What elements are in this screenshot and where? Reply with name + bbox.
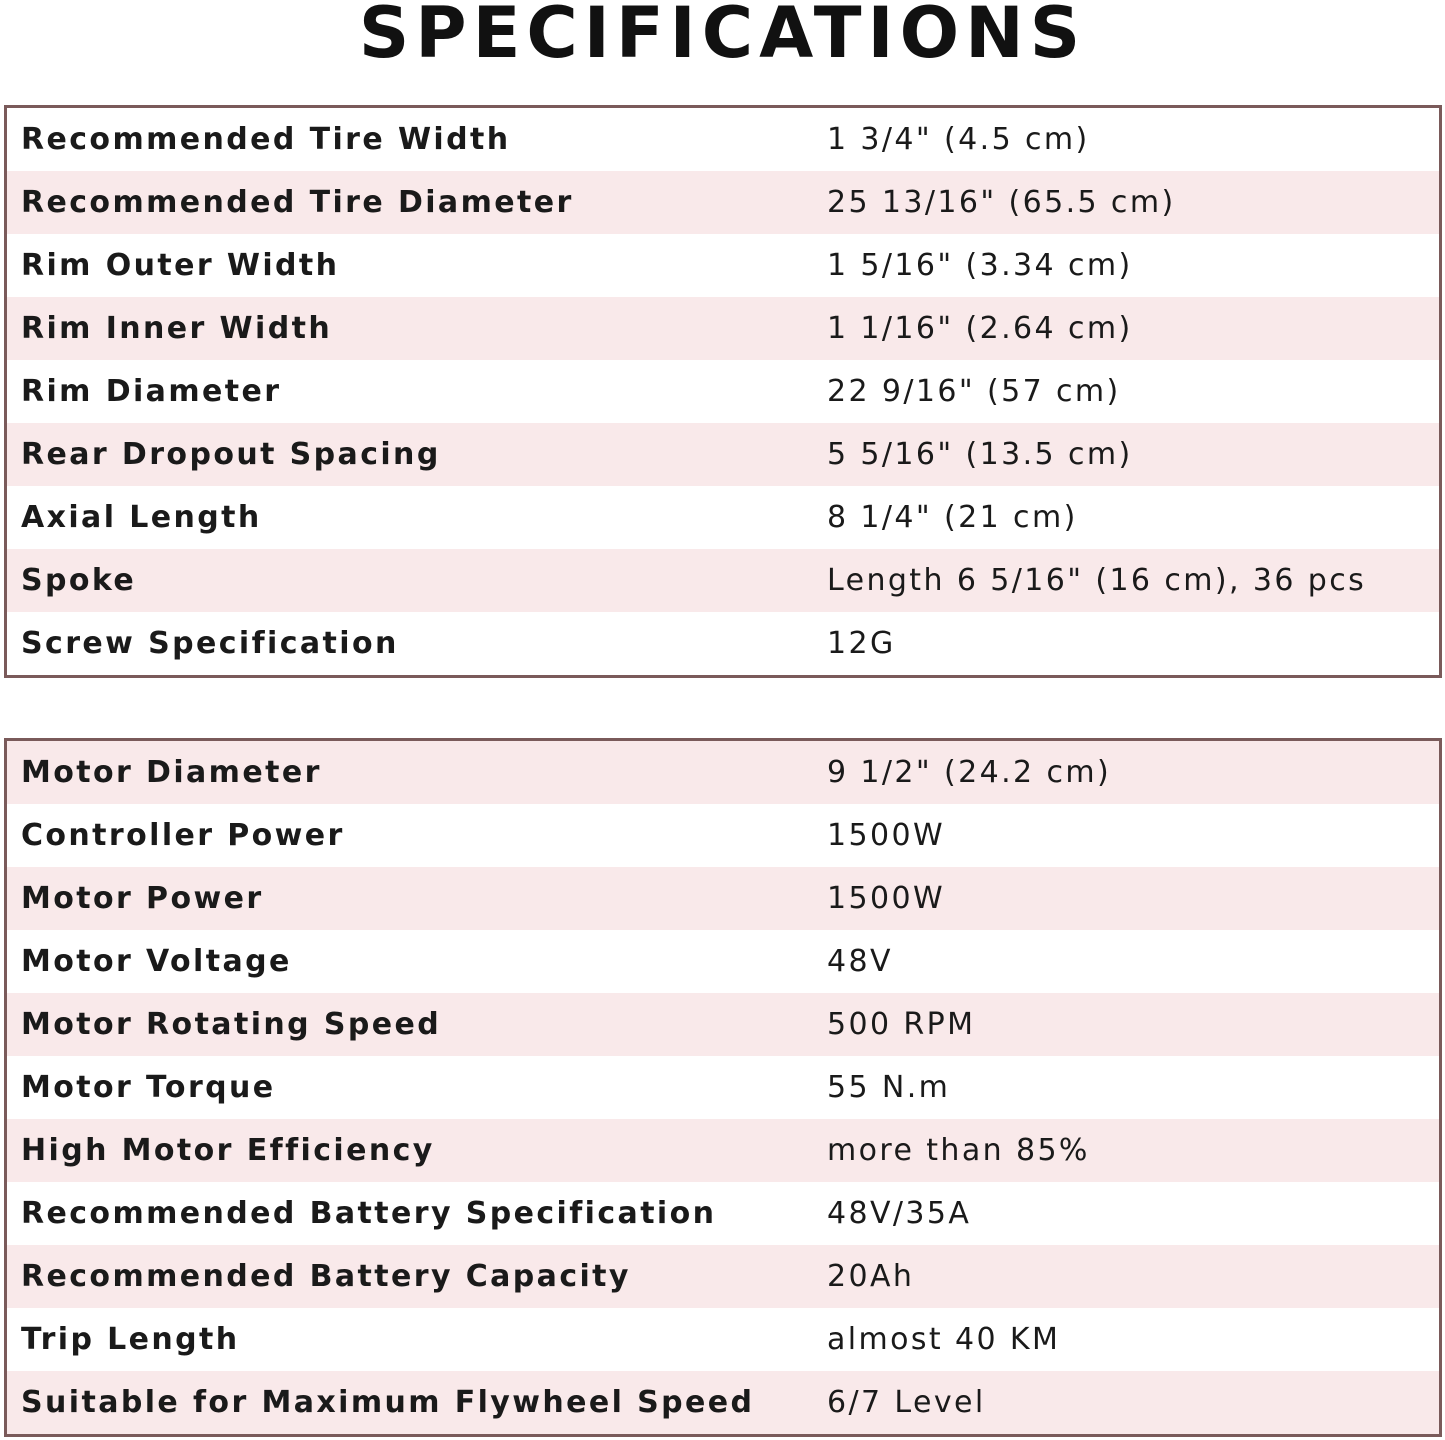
- spec-value: almost 40 KM: [827, 1322, 1061, 1357]
- spec-row: [7, 297, 1439, 360]
- spec-row: [7, 1182, 1439, 1245]
- page-title: SPECIFICATIONS: [358, 0, 1087, 74]
- spec-label: Screw Specification: [21, 626, 399, 661]
- spec-row: [7, 360, 1439, 423]
- spec-label: Trip Length: [21, 1322, 240, 1357]
- spec-label: Recommended Battery Capacity: [21, 1259, 631, 1294]
- spec-row: [7, 1308, 1439, 1371]
- spec-label: Rear Dropout Spacing: [21, 437, 441, 472]
- spec-value: 5 5/16" (13.5 cm): [827, 437, 1133, 472]
- spec-row: [7, 1056, 1439, 1119]
- wheel-specs-table: [4, 105, 1442, 678]
- spec-row: [7, 1119, 1439, 1182]
- spec-label: Spoke: [21, 563, 137, 598]
- spec-label: High Motor Efficiency: [21, 1133, 435, 1168]
- spec-label: Motor Diameter: [21, 755, 322, 790]
- spec-value: 25 13/16" (65.5 cm): [827, 185, 1176, 220]
- spec-row: [7, 741, 1439, 804]
- spec-value: 1500W: [827, 818, 946, 853]
- spec-row: [7, 993, 1439, 1056]
- spec-label: Motor Rotating Speed: [21, 1007, 442, 1042]
- spec-row: [7, 930, 1439, 993]
- spec-row: [7, 867, 1439, 930]
- spec-label: Rim Outer Width: [21, 248, 340, 283]
- spec-value: 20Ah: [827, 1259, 915, 1294]
- spec-value: 55 N.m: [827, 1070, 951, 1105]
- spec-value: 1 3/4" (4.5 cm): [827, 122, 1090, 157]
- spec-row: [7, 549, 1439, 612]
- spec-label: Controller Power: [21, 818, 345, 853]
- spec-label: Motor Power: [21, 881, 264, 916]
- spec-value: more than 85%: [827, 1133, 1090, 1168]
- spec-row: [7, 108, 1439, 171]
- spec-row: [7, 1245, 1439, 1308]
- spec-label: Rim Diameter: [21, 374, 282, 409]
- spec-row: [7, 612, 1439, 675]
- spec-value: 48V: [827, 944, 893, 979]
- spec-label: Recommended Tire Diameter: [21, 185, 574, 220]
- spec-value: 1 1/16" (2.64 cm): [827, 311, 1133, 346]
- spec-value: 48V/35A: [827, 1196, 972, 1231]
- spec-value: 8 1/4" (21 cm): [827, 500, 1078, 535]
- spec-value: 9 1/2" (24.2 cm): [827, 755, 1112, 790]
- spec-row: [7, 486, 1439, 549]
- spec-value: Length 6 5/16" (16 cm), 36 pcs: [827, 563, 1367, 598]
- spec-label: Recommended Tire Width: [21, 122, 511, 157]
- spec-label: Recommended Battery Specification: [21, 1196, 717, 1231]
- spec-value: 500 RPM: [827, 1007, 976, 1042]
- spec-value: 1500W: [827, 881, 946, 916]
- spec-row: [7, 1371, 1439, 1434]
- spec-row: [7, 423, 1439, 486]
- spec-row: [7, 804, 1439, 867]
- spec-label: Motor Torque: [21, 1070, 276, 1105]
- spec-value: 12G: [827, 626, 896, 661]
- spec-label: Rim Inner Width: [21, 311, 333, 346]
- spec-value: 1 5/16" (3.34 cm): [827, 248, 1133, 283]
- spec-label: Motor Voltage: [21, 944, 292, 979]
- spec-value: 6/7 Level: [827, 1385, 986, 1420]
- spec-row: [7, 171, 1439, 234]
- spec-label: Suitable for Maximum Flywheel Speed: [21, 1385, 755, 1420]
- motor-specs-table: [4, 738, 1442, 1437]
- spec-row: [7, 234, 1439, 297]
- spec-value: 22 9/16" (57 cm): [827, 374, 1121, 409]
- spec-label: Axial Length: [21, 500, 262, 535]
